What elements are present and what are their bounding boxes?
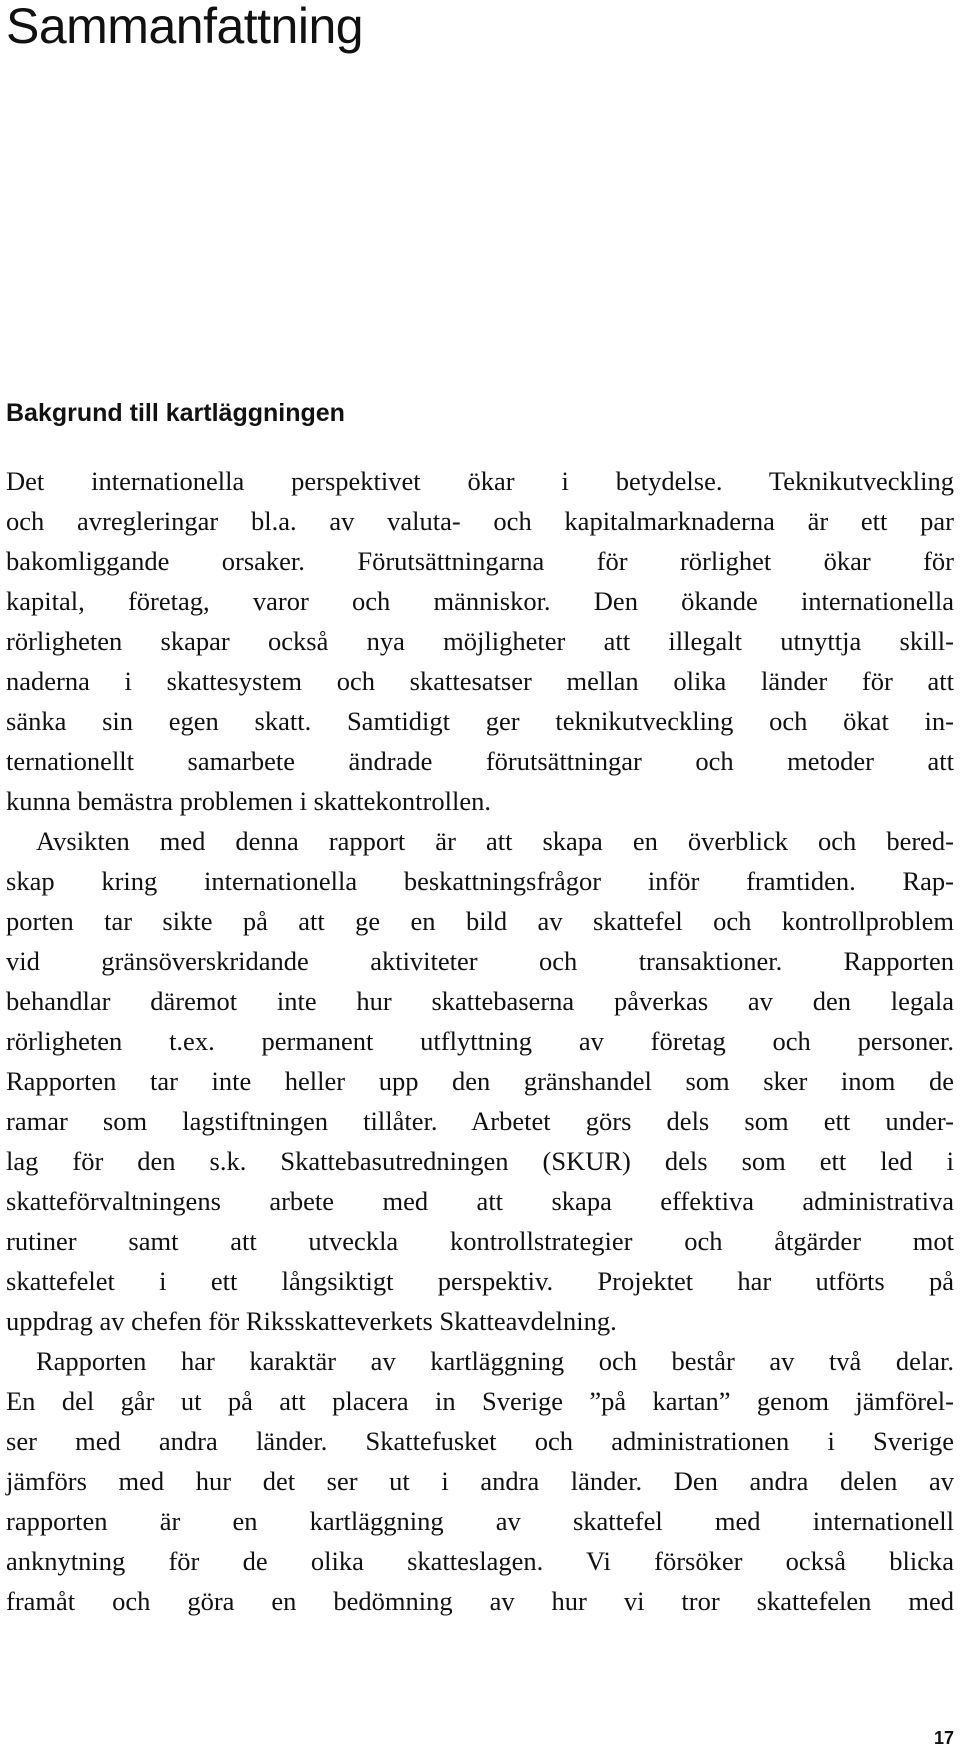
text-line: kapital, företag, varor och människor. Den ökande internationella — [6, 586, 954, 616]
section-heading: Bakgrund till kartläggningen — [6, 399, 345, 427]
text-line: rörligheten skapar också nya möjligheter att illegalt utnyttja skill- — [6, 626, 954, 656]
text-line: ramar som lagstiftningen tillåter. Arbetet görs dels som ett under- — [6, 1106, 954, 1136]
text-line: anknytning för de olika skatteslagen. Vi försöker också blicka — [6, 1546, 954, 1576]
text-line: En del går ut på att placera in Sverige ”på kartan” genom jämförel- — [6, 1386, 954, 1416]
text-line: behandlar däremot inte hur skattebaserna påverkas av den legala — [6, 986, 954, 1016]
page-title: Sammanfattning — [6, 0, 364, 54]
text-line: porten tar sikte på att ge en bild av skattefel och kontrollproblem — [6, 906, 954, 936]
text-line: bakomliggande orsaker. Förutsättningarna för rörlighet ökar för — [6, 546, 954, 576]
body-text — [6, 461, 954, 1621]
text-line: och avregleringar bl.a. av valuta- och kapitalmarknaderna är ett par — [6, 506, 954, 536]
text-line: rutiner samt att utveckla kontrollstrategier och åtgärder mot — [6, 1226, 954, 1256]
text-line: vid gränsöverskridande aktiviteter och transaktioner. Rapporten — [6, 946, 954, 976]
text-line: skatteförvaltningens arbete med att skapa effektiva administrativa — [6, 1186, 954, 1216]
text-line: rapporten är en kartläggning av skattefel med internationell — [6, 1506, 954, 1536]
text-line: jämförs med hur det ser ut i andra länder. Den andra delen av — [6, 1466, 954, 1496]
text-line: skap kring internationella beskattningsfrågor inför framtiden. Rap- — [6, 866, 954, 896]
text-line: Rapporten har karaktär av kartläggning och består av två delar. — [36, 1346, 954, 1376]
text-line: naderna i skattesystem och skattesatser mellan olika länder för att — [6, 666, 954, 696]
text-line: framåt och göra en bedömning av hur vi tror skattefelen med — [6, 1586, 954, 1616]
text-line: ternationellt samarbete ändrade förutsättningar och metoder att — [6, 746, 954, 776]
text-line: Avsikten med denna rapport är att skapa en överblick och bered- — [36, 826, 954, 856]
text-line: skattefelet i ett långsiktigt perspektiv. Projektet har utförts på — [6, 1266, 954, 1296]
text-line: lag för den s.k. Skattebasutredningen (SKUR) dels som ett led i — [6, 1146, 954, 1176]
text-line: Det internationella perspektivet ökar i betydelse. Teknikutveckling — [6, 466, 954, 496]
page-number: 17 — [933, 1728, 954, 1748]
text-line: Rapporten tar inte heller upp den gränshandel som sker inom de — [6, 1066, 954, 1096]
text-line: uppdrag av chefen för Riksskatteverkets Skatteavdelning. — [6, 1306, 617, 1336]
text-line: ser med andra länder. Skattefusket och administrationen i Sverige — [6, 1426, 954, 1456]
text-line: sänka sin egen skatt. Samtidigt ger teknikutveckling och ökat in- — [6, 706, 954, 736]
text-line: kunna bemästra problemen i skattekontrollen. — [6, 786, 491, 816]
text-line: rörligheten t.ex. permanent utflyttning av företag och personer. — [6, 1026, 954, 1056]
